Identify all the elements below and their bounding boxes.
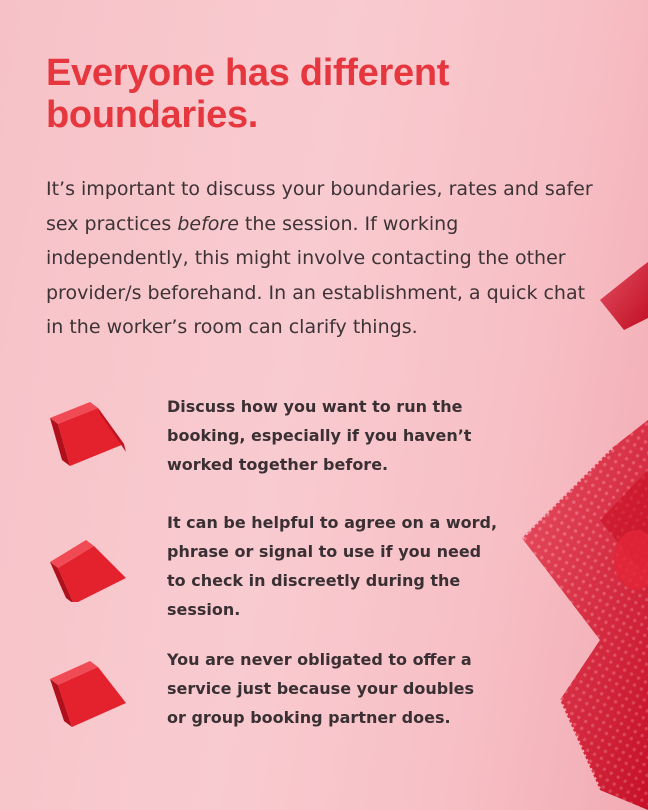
intro-paragraph	[46, 172, 606, 345]
page-title: Everyone has different boundaries.	[46, 52, 450, 136]
tip-text: Discuss how you want to run the booking, especially if you haven’t worked together before.	[167, 397, 472, 474]
intro-emphasis: before	[177, 212, 239, 235]
tip-text: You are never obligated to offer a service just because your doubles or group booking partner does.	[167, 650, 475, 727]
intro-text-end: the session. If working independently, this might involve contacting the other provider/s beforehand. In an establishment, a quick chat in the worker’s room can clarify things.	[46, 212, 586, 338]
intro-text-start: It’s important to discuss your boundaries, rates and safer sex practices	[46, 178, 593, 235]
tip-text: It can be helpful to agree on a word, phrase or signal to use if you need to check in discreetly during the session.	[167, 513, 498, 619]
red-cube-icon	[46, 392, 132, 472]
red-cube-icon	[46, 649, 132, 729]
red-cube-icon	[46, 522, 132, 602]
